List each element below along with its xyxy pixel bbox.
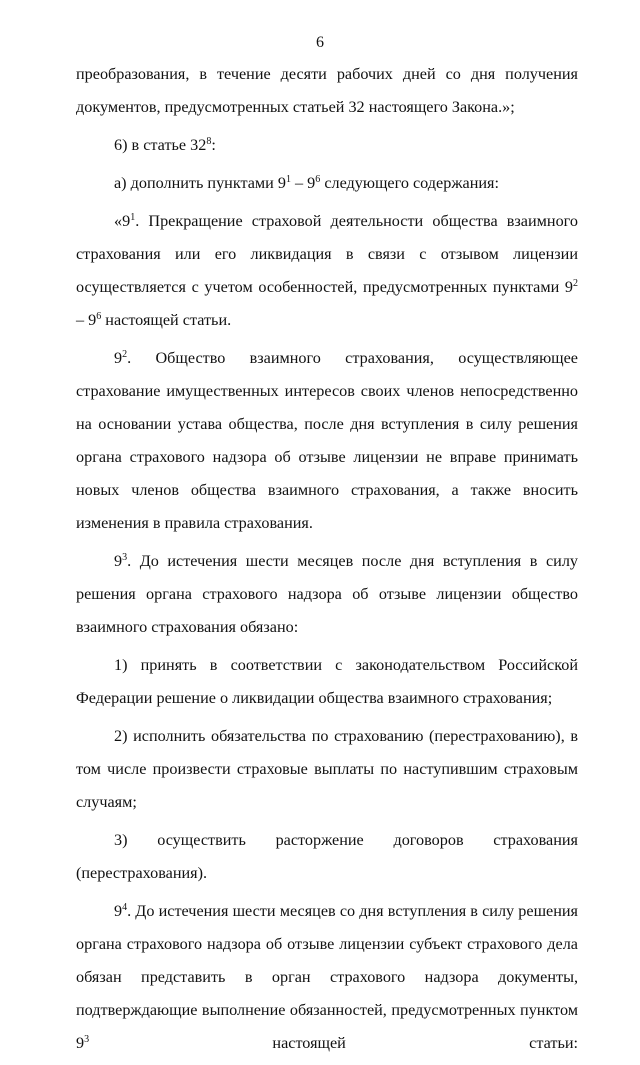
- superscript: 2: [122, 349, 128, 360]
- paragraph-text: – 9: [290, 174, 316, 192]
- paragraph-text: «9: [114, 212, 131, 230]
- document-body: [76, 58, 578, 1065]
- paragraph: [76, 545, 578, 644]
- paragraph-text: :: [211, 136, 216, 154]
- paragraph: [76, 129, 578, 162]
- paragraph: [76, 58, 578, 124]
- paragraph-text: а) дополнить пунктами 9: [114, 174, 286, 192]
- superscript: 2: [573, 278, 578, 289]
- paragraph: [76, 824, 578, 890]
- paragraph: [76, 895, 578, 1060]
- paragraph-text: – 9: [76, 311, 97, 329]
- paragraph: [76, 720, 578, 819]
- paragraph-text: преобразования, в течение десяти рабочих дней со дня получения документов, предусмотренных статьей 32 настоящего Закона.»;: [76, 65, 578, 116]
- superscript: 6: [315, 174, 321, 185]
- paragraph-text: следующего содержания:: [320, 174, 499, 192]
- paragraph-text: настоящей статьи:: [89, 1034, 578, 1052]
- paragraph-text: 6) в статье 32: [114, 136, 207, 154]
- superscript: 6: [96, 311, 102, 322]
- superscript: 8: [206, 136, 212, 147]
- paragraph-text: 9: [114, 902, 123, 920]
- paragraph-text: . До истечения шести месяцев со дня вступления в силу решения органа страхового надзора об отзыве лицензии субъект страхового дела обязан представить в орган страхового надзора документы, подтверждающие выполнение обязанностей, предусмотренных пунктом 9: [76, 902, 578, 1052]
- paragraph: [76, 342, 578, 540]
- paragraph: [76, 649, 578, 715]
- superscript: 4: [122, 902, 128, 913]
- paragraph-text: 2) исполнить обязательства по страхованию (перестрахованию), в том числе произвести страховые выплаты по наступившим страховым случаям;: [76, 727, 578, 811]
- superscript: 1: [285, 174, 291, 185]
- superscript: 3: [122, 552, 128, 563]
- paragraph-text: . Общество взаимного страхования, осуществляющее страхование имущественных интересов своих членов непосредственно на основании устава общества, после дня вступления в силу решения органа страхового надзора об отзыве лицензии не вправе принимать новых членов общества взаимного страхования, а также вносить изменения в правила страхования.: [76, 349, 578, 532]
- page-number: 6: [316, 34, 324, 51]
- superscript: 3: [84, 1034, 90, 1045]
- paragraph-text: настоящей статьи.: [101, 311, 232, 329]
- paragraph: [76, 167, 578, 200]
- paragraph-text: 9: [114, 349, 123, 367]
- paragraph-text: 3) осуществить расторжение договоров страхования (перестрахования).: [76, 831, 578, 882]
- paragraph-text: 9: [114, 552, 123, 570]
- paragraph-text: . До истечения шести месяцев после дня вступления в силу решения органа страхового надзора об отзыве лицензии общество взаимного страхования обязано:: [76, 552, 578, 636]
- paragraph-text: 1) принять в соответствии с законодательством Российской Федерации решение о ликвидации общества взаимного страхования;: [76, 656, 578, 707]
- superscript: 1: [130, 212, 136, 223]
- paragraph: [76, 205, 578, 337]
- paragraph-text: . Прекращение страховой деятельности общества взаимного страхования или его ликвидация в связи с отзывом лицензии осуществляется с учетом особенностей, предусмотренных пунктами 9: [76, 212, 578, 296]
